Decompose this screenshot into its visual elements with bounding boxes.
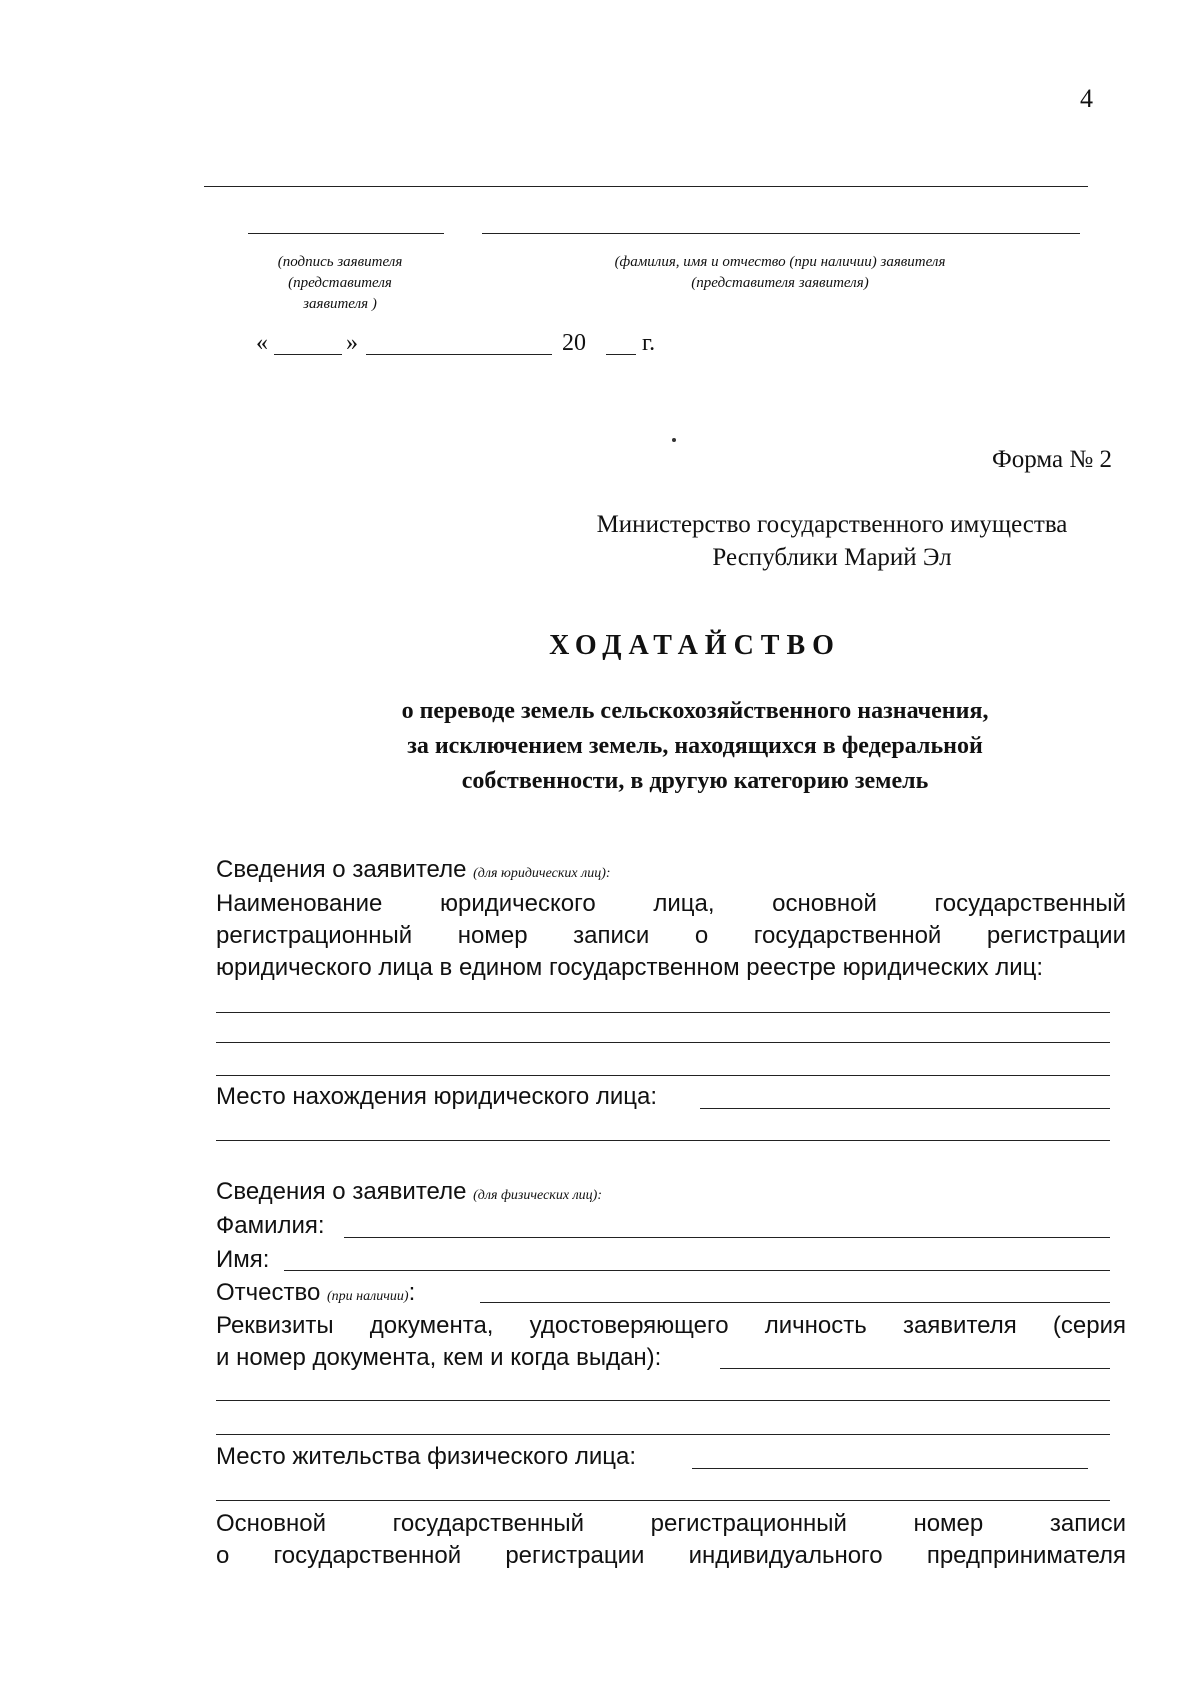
legal-entity-location-label: Место нахождения юридического лица: <box>216 1083 658 1110</box>
identity-document-label-2: и номер документа, кем и когда выдан): <box>216 1344 662 1371</box>
legal-entity-location-field-2[interactable] <box>216 1140 1110 1141</box>
identity-document-field-3[interactable] <box>216 1434 1110 1435</box>
name-caption: (фамилия, имя и отчество (при наличии) заявителя (представителя заявителя) <box>614 254 946 291</box>
legal-entity-name-field-1[interactable] <box>216 1012 1110 1013</box>
surname-field[interactable] <box>344 1237 1110 1238</box>
full-name-line[interactable] <box>482 233 1080 234</box>
first-name-label: Имя: <box>216 1246 270 1273</box>
legal-entity-location-field-1[interactable] <box>700 1108 1110 1109</box>
residence-field-2[interactable] <box>216 1500 1110 1501</box>
identity-document-label: Реквизиты документа, удостоверяющего личность заявителя (серия <box>216 1312 1126 1339</box>
patronymic-label: Отчество (при наличии): <box>216 1279 416 1306</box>
form-number: Форма № 2 <box>992 446 1112 473</box>
date-year-suffix: г. <box>642 330 656 356</box>
date-year-prefix: 20 <box>562 330 586 356</box>
applicant-line[interactable] <box>204 186 1088 187</box>
date-year-field[interactable] <box>606 354 636 355</box>
date-day-field[interactable] <box>274 354 342 355</box>
legal-entity-heading: Сведения о заявителе (для юридических лиц): <box>216 856 611 883</box>
residence-label: Место жительства физического лица: <box>216 1443 637 1470</box>
page-number: 4 <box>1080 84 1093 113</box>
ogrnip-label-2: о государственной регистрации индивидуального предпринимателя <box>216 1542 1126 1569</box>
legal-entity-name-label-3: юридического лица в едином государственном реестре юридических лиц: <box>216 954 1044 981</box>
surname-label: Фамилия: <box>216 1212 325 1239</box>
legal-entity-name-field-3[interactable] <box>216 1075 1110 1076</box>
identity-document-field-1[interactable] <box>720 1368 1110 1369</box>
residence-field-1[interactable] <box>692 1468 1088 1469</box>
date-month-field[interactable] <box>366 354 552 355</box>
identity-document-field-2[interactable] <box>216 1400 1110 1401</box>
signature-line[interactable] <box>248 233 444 234</box>
legal-entity-name-label-2: регистрационный номер записи о государственной регистрации <box>216 922 1126 949</box>
date-close: » <box>346 330 358 356</box>
signature-caption: (подпись заявителя (представителя заявителя ) <box>277 254 403 312</box>
date-row: « <box>256 330 268 356</box>
individual-heading: Сведения о заявителе (для физических лиц): <box>216 1178 602 1205</box>
document-subtitle: о переводе земель сельскохозяйственного назначения, за исключением земель, находящихся в федеральной собственности, в другую категорию земель <box>401 698 989 794</box>
first-name-field[interactable] <box>284 1270 1110 1271</box>
legal-entity-name-label: Наименование юридического лица, основной государственный <box>216 890 1126 917</box>
scan-speck <box>672 438 676 442</box>
legal-entity-name-field-2[interactable] <box>216 1042 1110 1043</box>
document-title: ХОДАТАЙСТВО <box>549 630 841 661</box>
ogrnip-label: Основной государственный регистрационный номер записи <box>216 1510 1126 1537</box>
ministry-addressee: Министерство государственного имущества Республики Марий Эл <box>596 511 1068 571</box>
patronymic-field[interactable] <box>480 1302 1110 1303</box>
